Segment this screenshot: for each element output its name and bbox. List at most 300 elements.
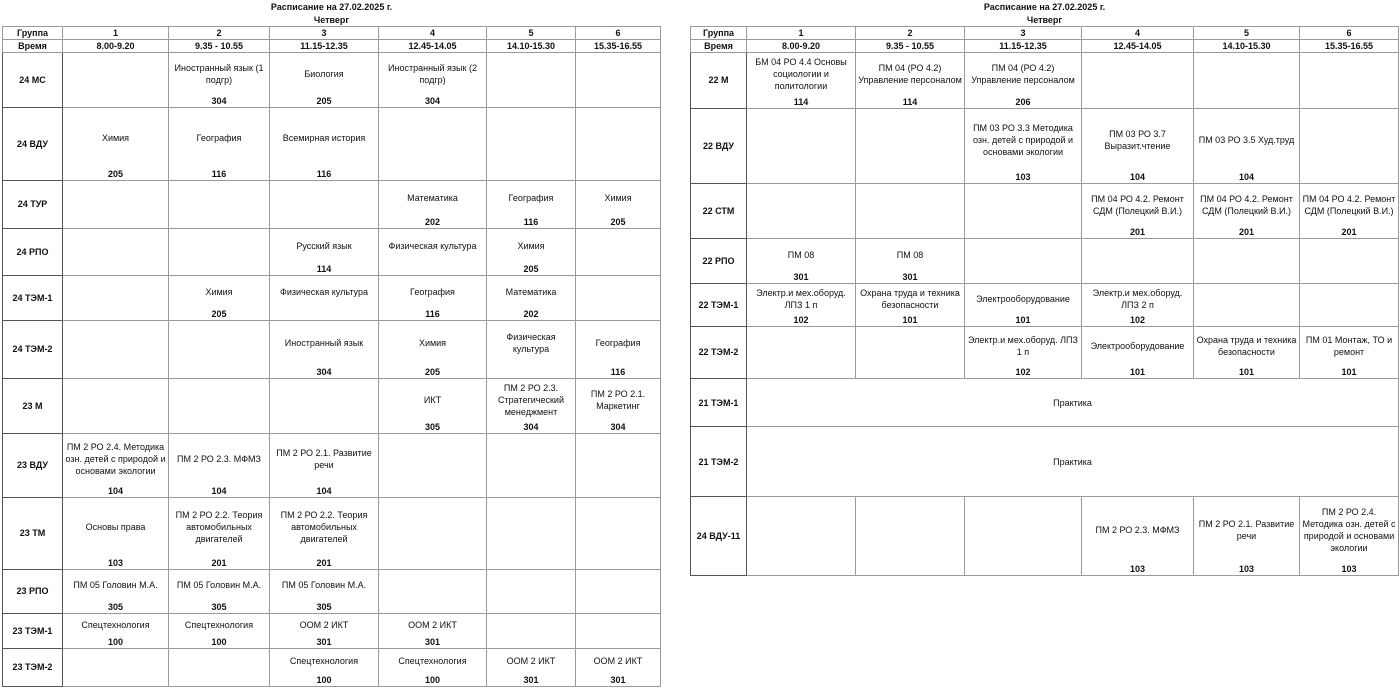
- group-subject-row: [3, 228, 661, 263]
- room-cell: 304: [169, 95, 270, 108]
- group-name: 23 М: [3, 379, 63, 434]
- group-subject-row: [3, 181, 661, 216]
- subject-cell: География: [576, 320, 661, 366]
- subject-cell: ПМ 2 РО 2.1. Маркетинг: [576, 379, 661, 421]
- subject-cell: Спецтехнология: [270, 648, 379, 674]
- group-name: 24 ВДУ-11: [691, 497, 747, 576]
- group-name: 23 ТМ: [3, 498, 63, 570]
- subject-cell: ПМ 04 (РО 4.2) Управление персоналом: [965, 53, 1082, 96]
- room-cell: [856, 563, 965, 576]
- subject-cell: Русский язык: [270, 228, 379, 263]
- group-subject-row: [3, 433, 661, 485]
- group-name: 21 ТЭМ-1: [691, 379, 747, 427]
- subject-cell: [169, 379, 270, 421]
- time-row: [3, 40, 661, 53]
- room-cell: [270, 308, 379, 321]
- day-of-week: Четверг: [1026, 14, 1063, 25]
- group-name: 22 РПО: [691, 238, 747, 284]
- room-cell: [270, 421, 379, 434]
- room-cell: [63, 263, 169, 276]
- subject-cell: Спецтехнология: [379, 648, 487, 674]
- subject-cell: [576, 569, 661, 601]
- group-row: [691, 427, 1399, 497]
- group-room-row: [3, 485, 661, 498]
- group-subject-row: [3, 53, 661, 95]
- subject-cell: ПМ 04 РО 4.2. Ремонт СДМ (Полецкий В.И.): [1082, 184, 1194, 226]
- subject-cell: ПМ 05 Головин М.А.: [169, 569, 270, 601]
- room-cell: 102: [1082, 314, 1194, 327]
- room-cell: 103: [965, 171, 1082, 184]
- room-cell: 100: [169, 636, 270, 649]
- room-cell: 304: [576, 421, 661, 434]
- subject-cell: ПМ 05 Головин М.А.: [270, 569, 379, 601]
- group-name: 22 М: [691, 53, 747, 109]
- group-subject-row: [3, 498, 661, 557]
- day-row: [3, 13, 661, 27]
- subject-cell: [487, 498, 576, 557]
- left-schedule-table: [2, 0, 661, 687]
- subject-cell: Иностранный язык (1 подгр): [169, 53, 270, 95]
- room-cell: [270, 216, 379, 229]
- room-cell: [487, 557, 576, 570]
- group-name: 24 МС: [3, 53, 63, 108]
- room-cell: [63, 95, 169, 108]
- lesson-time: 11.15-12.35: [965, 40, 1082, 53]
- subject-cell: [379, 433, 487, 485]
- room-cell: [856, 226, 965, 239]
- room-cell: [1082, 96, 1194, 109]
- group-subject-row: [691, 184, 1399, 226]
- room-cell: [379, 263, 487, 276]
- room-cell: 103: [63, 557, 169, 570]
- group-name: 23 ТЭМ-2: [3, 648, 63, 687]
- group-room-row: [691, 226, 1399, 239]
- room-cell: 305: [63, 601, 169, 614]
- group-room-row: [3, 557, 661, 570]
- room-cell: [856, 171, 965, 184]
- room-cell: 101: [856, 314, 965, 327]
- day-row: [691, 13, 1399, 27]
- subject-cell: Математика: [487, 276, 576, 308]
- room-cell: [63, 366, 169, 379]
- subject-cell: ПМ 2 РО 2.2. Теория автомобильных двигателей: [169, 498, 270, 557]
- subject-cell: Электр.и мех.оборуд. ЛПЗ 1 п: [965, 326, 1082, 366]
- group-row: [691, 379, 1399, 427]
- room-cell: 114: [270, 263, 379, 276]
- group-subject-row: [691, 497, 1399, 563]
- room-cell: [1194, 314, 1300, 327]
- subject-cell: Спецтехнология: [169, 614, 270, 636]
- lesson-time: 8.00-9.20: [747, 40, 856, 53]
- subject-cell: Математика: [379, 181, 487, 216]
- room-cell: 114: [856, 96, 965, 109]
- title-row: [691, 0, 1399, 13]
- subject-cell: [965, 184, 1082, 226]
- group-subject-row: [691, 326, 1399, 366]
- subject-cell: [1300, 238, 1399, 271]
- subject-cell: [169, 228, 270, 263]
- subject-cell: [576, 276, 661, 308]
- room-cell: 202: [379, 216, 487, 229]
- subject-cell: [1194, 238, 1300, 271]
- subject-cell: [379, 107, 487, 168]
- subject-cell: Физическая культура: [270, 276, 379, 308]
- subject-cell: ПМ 2 РО 2.3. МФМЗ: [1082, 497, 1194, 563]
- pair-number-row: [691, 27, 1399, 40]
- group-subject-row: [3, 276, 661, 308]
- room-cell: 201: [1082, 226, 1194, 239]
- merged-activity: Практика: [747, 379, 1399, 427]
- room-cell: [576, 485, 661, 498]
- group-subject-row: [3, 107, 661, 168]
- room-cell: 100: [270, 674, 379, 687]
- subject-cell: [379, 569, 487, 601]
- day-of-week: Четверг: [313, 14, 350, 25]
- group-name: 23 ТЭМ-1: [3, 614, 63, 649]
- room-cell: [487, 168, 576, 181]
- subject-cell: [1300, 53, 1399, 96]
- room-cell: 103: [1082, 563, 1194, 576]
- subject-cell: [63, 648, 169, 674]
- subject-cell: Химия: [576, 181, 661, 216]
- subject-cell: [576, 107, 661, 168]
- subject-cell: [576, 433, 661, 485]
- subject-cell: Химия: [169, 276, 270, 308]
- room-cell: 205: [576, 216, 661, 229]
- subject-cell: [379, 498, 487, 557]
- group-subject-row: [691, 284, 1399, 314]
- room-cell: 104: [169, 485, 270, 498]
- subject-cell: [487, 107, 576, 168]
- room-cell: [576, 95, 661, 108]
- room-cell: [487, 485, 576, 498]
- group-subject-row: [3, 379, 661, 421]
- room-cell: 116: [576, 366, 661, 379]
- room-cell: 305: [379, 421, 487, 434]
- lesson-time: 14.10-15.30: [487, 40, 576, 53]
- room-cell: 201: [1194, 226, 1300, 239]
- merged-activity: Практика: [747, 427, 1399, 497]
- subject-cell: Электрооборудование: [1082, 326, 1194, 366]
- room-cell: 101: [1082, 366, 1194, 379]
- lesson-time: 8.00-9.20: [63, 40, 169, 53]
- room-cell: 301: [747, 271, 856, 284]
- room-cell: [965, 563, 1082, 576]
- room-cell: 205: [487, 263, 576, 276]
- group-room-row: [691, 314, 1399, 327]
- subject-cell: ООМ 2 ИКТ: [576, 648, 661, 674]
- room-cell: [965, 226, 1082, 239]
- group-name: 24 ТЭМ-2: [3, 320, 63, 379]
- subject-cell: [1082, 238, 1194, 271]
- subject-cell: [63, 379, 169, 421]
- subject-cell: Химия: [487, 228, 576, 263]
- subject-cell: Биология: [270, 53, 379, 95]
- room-cell: 101: [1300, 366, 1399, 379]
- room-cell: [379, 485, 487, 498]
- room-cell: 301: [856, 271, 965, 284]
- room-cell: 201: [169, 557, 270, 570]
- subject-cell: ПМ 08: [856, 238, 965, 271]
- subject-cell: [965, 497, 1082, 563]
- room-cell: [169, 366, 270, 379]
- room-cell: 301: [270, 636, 379, 649]
- subject-cell: [856, 184, 965, 226]
- subject-cell: Электр.и мех.оборуд. ЛПЗ 2 п: [1082, 284, 1194, 314]
- room-cell: 201: [270, 557, 379, 570]
- group-subject-row: [3, 569, 661, 601]
- subject-cell: [856, 326, 965, 366]
- pair-number: 6: [576, 27, 661, 40]
- subject-cell: ПМ 03 РО 3.3 Методика озн. детей с природой и основами экологии: [965, 108, 1082, 171]
- subject-cell: ООМ 2 ИКТ: [487, 648, 576, 674]
- room-cell: [576, 308, 661, 321]
- group-subject-row: [691, 238, 1399, 271]
- pair-number: 2: [856, 27, 965, 40]
- subject-cell: [1194, 53, 1300, 96]
- room-cell: 102: [965, 366, 1082, 379]
- room-cell: 104: [63, 485, 169, 498]
- subject-cell: [63, 276, 169, 308]
- room-cell: [856, 366, 965, 379]
- subject-cell: [63, 228, 169, 263]
- group-room-row: [691, 366, 1399, 379]
- subject-cell: Химия: [63, 107, 169, 168]
- subject-cell: ПМ 2 РО 2.4. Методика озн. детей с природой и основами экологии: [1300, 497, 1399, 563]
- subject-cell: [576, 228, 661, 263]
- pair-number: 1: [63, 27, 169, 40]
- group-room-row: [3, 421, 661, 434]
- subject-cell: ПМ 01 Монтаж, ТО и ремонт: [1300, 326, 1399, 366]
- subject-cell: География: [487, 181, 576, 216]
- subject-cell: БМ 04 РО 4.4 Основы социологии и политологии: [747, 53, 856, 96]
- subject-cell: ПМ 2 РО 2.2. Теория автомобильных двигателей: [270, 498, 379, 557]
- subject-cell: [1300, 108, 1399, 171]
- group-room-row: [3, 674, 661, 687]
- room-cell: 205: [169, 308, 270, 321]
- group-subject-row: [691, 108, 1399, 171]
- subject-cell: ПМ 08: [747, 238, 856, 271]
- room-cell: 100: [63, 636, 169, 649]
- room-cell: [63, 674, 169, 687]
- group-room-row: [3, 636, 661, 649]
- room-cell: 103: [1194, 563, 1300, 576]
- room-cell: [576, 636, 661, 649]
- group-name: 24 ТЭМ-1: [3, 276, 63, 321]
- lesson-time: 9.35 - 10.55: [169, 40, 270, 53]
- subject-cell: [1194, 284, 1300, 314]
- group-name: 24 ТУР: [3, 181, 63, 229]
- lesson-time: 14.10-15.30: [1194, 40, 1300, 53]
- subject-cell: ПМ 2 РО 2.1. Развитие речи: [270, 433, 379, 485]
- room-cell: 304: [270, 366, 379, 379]
- room-cell: 304: [379, 95, 487, 108]
- room-cell: 301: [576, 674, 661, 687]
- group-subject-row: [691, 53, 1399, 96]
- group-subject-row: [3, 320, 661, 366]
- room-cell: [747, 563, 856, 576]
- room-cell: [747, 171, 856, 184]
- title-row: [3, 0, 661, 13]
- subject-cell: Охрана труда и техника безопасности: [856, 284, 965, 314]
- subject-cell: Физическая культура: [379, 228, 487, 263]
- pair-number: 5: [487, 27, 576, 40]
- room-cell: [169, 263, 270, 276]
- group-room-row: [3, 308, 661, 321]
- room-cell: 104: [1082, 171, 1194, 184]
- group-room-row: [3, 601, 661, 614]
- subject-cell: [576, 498, 661, 557]
- lesson-time: 11.15-12.35: [270, 40, 379, 53]
- group-name: 22 ВДУ: [691, 108, 747, 184]
- subject-cell: ИКТ: [379, 379, 487, 421]
- subject-cell: География: [169, 107, 270, 168]
- room-cell: [379, 557, 487, 570]
- subject-cell: Электр.и мех.оборуд. ЛПЗ 1 п: [747, 284, 856, 314]
- subject-cell: [487, 569, 576, 601]
- room-cell: [576, 557, 661, 570]
- room-cell: 100: [379, 674, 487, 687]
- room-cell: [576, 263, 661, 276]
- pair-number: 1: [747, 27, 856, 40]
- lesson-time: 15.35-16.55: [576, 40, 661, 53]
- subject-cell: ООМ 2 ИКТ: [270, 614, 379, 636]
- pair-number: 3: [965, 27, 1082, 40]
- subject-cell: Основы права: [63, 498, 169, 557]
- room-cell: [63, 421, 169, 434]
- room-cell: [576, 601, 661, 614]
- room-cell: [1194, 96, 1300, 109]
- schedule-title: Расписание на 27.02.2025 г.: [270, 1, 393, 12]
- subject-cell: [270, 181, 379, 216]
- room-cell: [169, 674, 270, 687]
- room-cell: [747, 226, 856, 239]
- room-cell: [63, 216, 169, 229]
- subject-cell: ПМ 2 РО 2.4. Методика озн. детей с природой и основами экологии: [63, 433, 169, 485]
- subject-cell: Охрана труда и техника безопасности: [1194, 326, 1300, 366]
- subject-cell: Электрооборудование: [965, 284, 1082, 314]
- room-cell: 205: [270, 95, 379, 108]
- schedule-title: Расписание на 27.02.2025 г.: [983, 1, 1106, 12]
- room-cell: [63, 308, 169, 321]
- group-room-row: [3, 216, 661, 229]
- room-cell: 301: [379, 636, 487, 649]
- room-cell: [379, 601, 487, 614]
- subject-cell: [965, 238, 1082, 271]
- subject-cell: [169, 181, 270, 216]
- room-cell: 304: [487, 421, 576, 434]
- subject-cell: ПМ 04 (РО 4.2) Управление персоналом: [856, 53, 965, 96]
- subject-cell: ПМ 03 РО 3.7 Выразит.чтение: [1082, 108, 1194, 171]
- pair-number: 6: [1300, 27, 1399, 40]
- lesson-time: 15.35-16.55: [1300, 40, 1399, 53]
- room-cell: [487, 601, 576, 614]
- subject-cell: [270, 379, 379, 421]
- room-cell: 205: [63, 168, 169, 181]
- room-cell: [747, 366, 856, 379]
- subject-cell: [487, 614, 576, 636]
- room-cell: 104: [1194, 171, 1300, 184]
- group-name: 22 ТЭМ-2: [691, 326, 747, 379]
- room-cell: [379, 168, 487, 181]
- subject-cell: [747, 497, 856, 563]
- subject-cell: [576, 614, 661, 636]
- subject-cell: [747, 108, 856, 171]
- subject-cell: [747, 326, 856, 366]
- subject-cell: Физическая культура: [487, 320, 576, 366]
- subject-cell: [747, 184, 856, 226]
- group-name: 22 СТМ: [691, 184, 747, 239]
- subject-cell: ПМ 04 РО 4.2. Ремонт СДМ (Полецкий В.И.): [1194, 184, 1300, 226]
- group-room-row: [691, 271, 1399, 284]
- room-cell: 206: [965, 96, 1082, 109]
- pair-number-row: [3, 27, 661, 40]
- pair-number: 4: [1082, 27, 1194, 40]
- lesson-time: 12.45-14.05: [379, 40, 487, 53]
- time-row: [691, 40, 1399, 53]
- group-name: 24 РПО: [3, 228, 63, 276]
- group-name: 23 ВДУ: [3, 433, 63, 498]
- room-cell: [169, 421, 270, 434]
- subject-cell: [63, 320, 169, 366]
- room-cell: 116: [487, 216, 576, 229]
- room-cell: 116: [379, 308, 487, 321]
- subject-cell: Химия: [379, 320, 487, 366]
- room-cell: 301: [487, 674, 576, 687]
- group-subject-row: [3, 614, 661, 636]
- pair-number: 2: [169, 27, 270, 40]
- subject-cell: [487, 433, 576, 485]
- room-cell: 104: [270, 485, 379, 498]
- group-name: 21 ТЭМ-2: [691, 427, 747, 497]
- group-room-row: [3, 168, 661, 181]
- lesson-time: 12.45-14.05: [1082, 40, 1194, 53]
- group-name: 22 ТЭМ-1: [691, 284, 747, 327]
- subject-cell: [856, 497, 965, 563]
- subject-cell: Иностранный язык (2 подгр): [379, 53, 487, 95]
- room-cell: [1300, 171, 1399, 184]
- subject-cell: ПМ 04 РО 4.2. Ремонт СДМ (Полецкий В.И.): [1300, 184, 1399, 226]
- time-label: Время: [3, 40, 63, 53]
- subject-cell: География: [379, 276, 487, 308]
- room-cell: 101: [1194, 366, 1300, 379]
- group-room-row: [3, 366, 661, 379]
- room-cell: 101: [965, 314, 1082, 327]
- right-schedule-table: [690, 0, 1399, 576]
- room-cell: 305: [169, 601, 270, 614]
- room-cell: 305: [270, 601, 379, 614]
- subject-cell: [169, 648, 270, 674]
- group-room-row: [691, 563, 1399, 576]
- subject-cell: ООМ 2 ИКТ: [379, 614, 487, 636]
- room-cell: 116: [270, 168, 379, 181]
- subject-cell: [1082, 53, 1194, 96]
- time-label: Время: [691, 40, 747, 53]
- subject-cell: [1300, 284, 1399, 314]
- room-cell: 116: [169, 168, 270, 181]
- room-cell: [487, 95, 576, 108]
- room-cell: [965, 271, 1082, 284]
- subject-cell: Спецтехнология: [63, 614, 169, 636]
- subject-cell: ПМ 2 РО 2.3. МФМЗ: [169, 433, 270, 485]
- subject-cell: [576, 53, 661, 95]
- room-cell: 201: [1300, 226, 1399, 239]
- room-cell: [576, 168, 661, 181]
- group-name: 23 РПО: [3, 569, 63, 614]
- subject-cell: [487, 53, 576, 95]
- group-subject-row: [3, 648, 661, 674]
- room-cell: [487, 636, 576, 649]
